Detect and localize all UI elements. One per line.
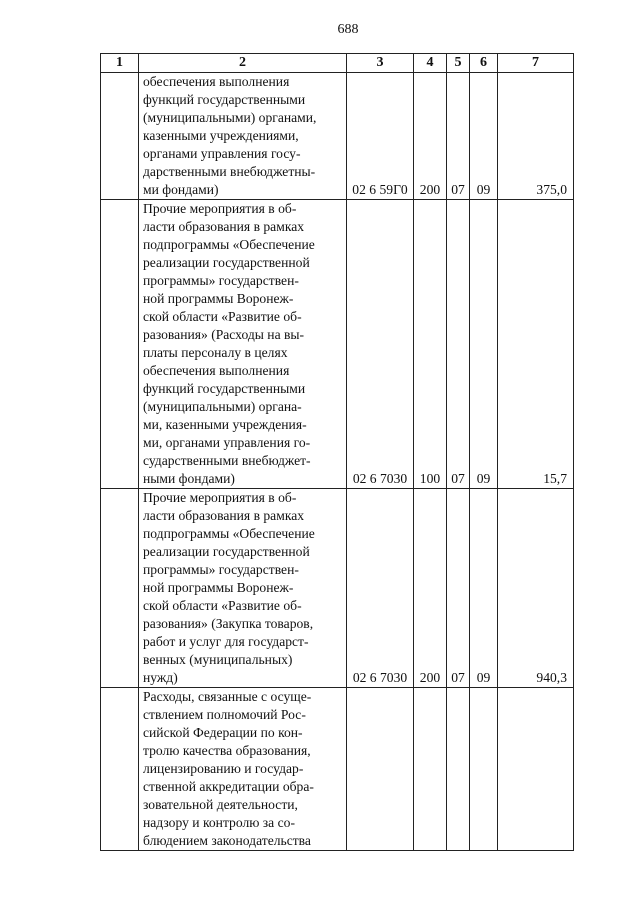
expense-type-cell: 200 <box>414 73 447 200</box>
description-cell <box>139 73 347 200</box>
header-col-6: 6 <box>470 54 498 73</box>
row-description: обеспечения выполнения функций государственными (муниципальными) органами, казенными учреждениями, органами управления госу- дарственными внебюджетны- ми фондами) <box>143 74 317 197</box>
table-row <box>101 688 574 851</box>
row-number-cell <box>101 688 139 851</box>
table-row <box>101 73 574 200</box>
amount-cell <box>498 688 574 851</box>
header-col-5: 5 <box>447 54 470 73</box>
row-description: Прочие мероприятия в об- ласти образования в рамках подпрограммы «Обеспечение реализации государственной программы» государствен- ной программы Воронеж- ской области «Развитие об- разования» (Расходы на вы- платы персоналу в целях обеспечения выполнения функций государственными (муниципальными) органа- ми, казенными учреждения- ми, органами управления го- сударственными внебюджет- ными фондами) <box>143 201 315 486</box>
code-cell: 02 6 59Г0 <box>347 73 414 200</box>
code-cell: 02 6 7030 <box>347 489 414 688</box>
amount-cell: 940,3 <box>498 489 574 688</box>
code-cell <box>347 688 414 851</box>
row-description: Расходы, связанные с осуще- ствлением полномочий Рос- сийской Федерации по кон- тролю качества образования, лицензированию и государ- ственной аккредитации обра- зовательной деятельности, надзору и контролю за со- блюдением законодательства <box>143 689 314 848</box>
header-col-1: 1 <box>101 54 139 73</box>
description-cell <box>139 489 347 688</box>
header-col-3: 3 <box>347 54 414 73</box>
section-cell: 07 <box>447 489 470 688</box>
amount-cell: 15,7 <box>498 200 574 489</box>
header-col-2: 2 <box>139 54 347 73</box>
section-cell: 07 <box>447 73 470 200</box>
row-description: Прочие мероприятия в об- ласти образования в рамках подпрограммы «Обеспечение реализации государственной программы» государствен- ной программы Воронеж- ской области «Развитие об- разования» (Закупка товаров, работ и услуг для государст- венных (муниципальных) нужд) <box>143 490 315 685</box>
table-row <box>101 489 574 688</box>
subsection-cell: 09 <box>470 489 498 688</box>
row-number-cell <box>101 489 139 688</box>
budget-table <box>100 53 574 851</box>
page-number: 688 <box>337 22 359 37</box>
subsection-cell: 09 <box>470 200 498 489</box>
subsection-cell <box>470 688 498 851</box>
expense-type-cell: 200 <box>414 489 447 688</box>
table-row <box>101 200 574 489</box>
expense-type-cell: 100 <box>414 200 447 489</box>
section-cell <box>447 688 470 851</box>
header-col-7: 7 <box>498 54 574 73</box>
subsection-cell: 09 <box>470 73 498 200</box>
row-number-cell <box>101 73 139 200</box>
table-header-row <box>101 54 574 73</box>
code-cell: 02 6 7030 <box>347 200 414 489</box>
amount-cell: 375,0 <box>498 73 574 200</box>
section-cell: 07 <box>447 200 470 489</box>
description-cell <box>139 688 347 851</box>
description-cell <box>139 200 347 489</box>
expense-type-cell <box>414 688 447 851</box>
row-number-cell <box>101 200 139 489</box>
header-col-4: 4 <box>414 54 447 73</box>
